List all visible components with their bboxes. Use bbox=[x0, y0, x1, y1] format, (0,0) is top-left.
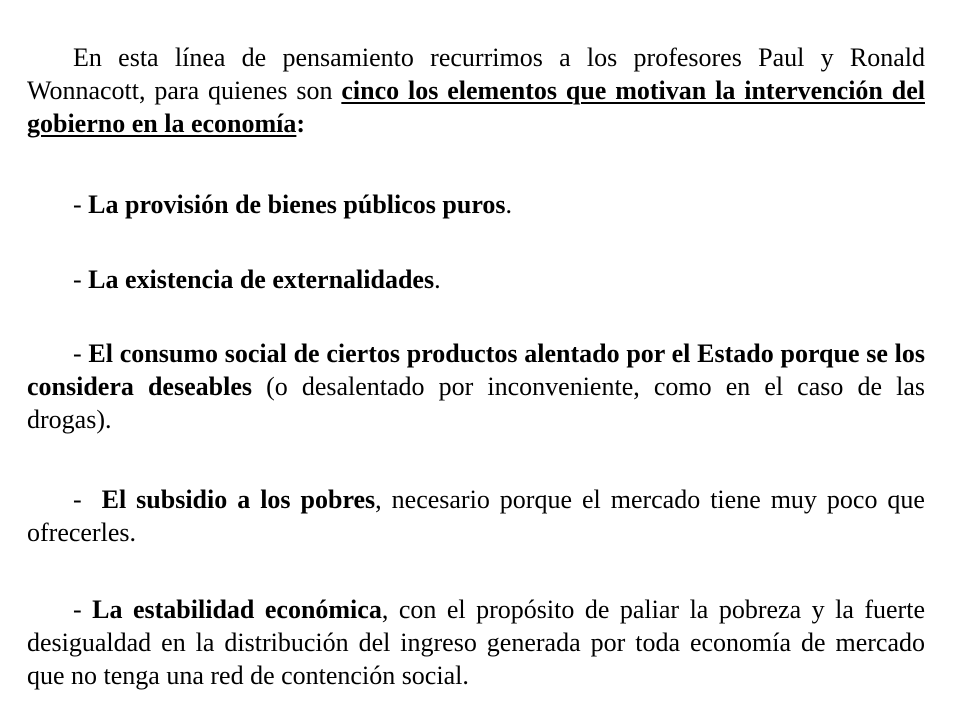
list-item-dash: - bbox=[73, 339, 89, 368]
list-item-bold: La estabilidad económica bbox=[92, 595, 382, 624]
list-item-bold: El consumo social de ciertos productos alentado por el Estado porque se los considera deseables bbox=[27, 339, 925, 401]
list-item-dash: - bbox=[73, 485, 102, 514]
list-item-social-consumption bbox=[27, 337, 925, 436]
list-item-dash: - bbox=[73, 595, 93, 624]
list-item-text: . bbox=[505, 190, 513, 219]
list-item-dash: - bbox=[73, 190, 89, 219]
intro-paragraph bbox=[27, 41, 925, 140]
list-item-text: , necesario porque el mercado tiene muy poco que ofrecerles. bbox=[27, 485, 925, 547]
list-item-subsidy bbox=[27, 483, 925, 549]
list-item-stability bbox=[27, 593, 925, 692]
list-item-bold: La existencia de externalidades bbox=[88, 265, 435, 294]
list-item-dash: - bbox=[73, 265, 89, 294]
list-item-text: . bbox=[434, 265, 441, 294]
intro-emphasis: cinco los elementos que motivan la intervención del gobierno en la economía bbox=[27, 76, 925, 138]
list-item-bold: La provisión de bienes públicos puros bbox=[88, 190, 506, 219]
intro-text: En esta línea de pensamiento recurrimos a los profesores Paul y Ronald Wonnacott, para quienes son bbox=[27, 43, 925, 105]
intro-colon: : bbox=[296, 109, 306, 138]
list-item-public-goods bbox=[27, 188, 925, 221]
list-item-text: (o desalentado por inconveniente, como en el caso de las drogas). bbox=[27, 372, 925, 434]
list-item-externalities bbox=[27, 263, 925, 296]
list-item-bold: El subsidio a los pobres bbox=[101, 485, 376, 514]
list-item-text: , con el propósito de paliar la pobreza y la fuerte desigualdad en la distribución del ingreso generada por toda economía de mercado que no tenga una red de contención social. bbox=[27, 595, 925, 690]
